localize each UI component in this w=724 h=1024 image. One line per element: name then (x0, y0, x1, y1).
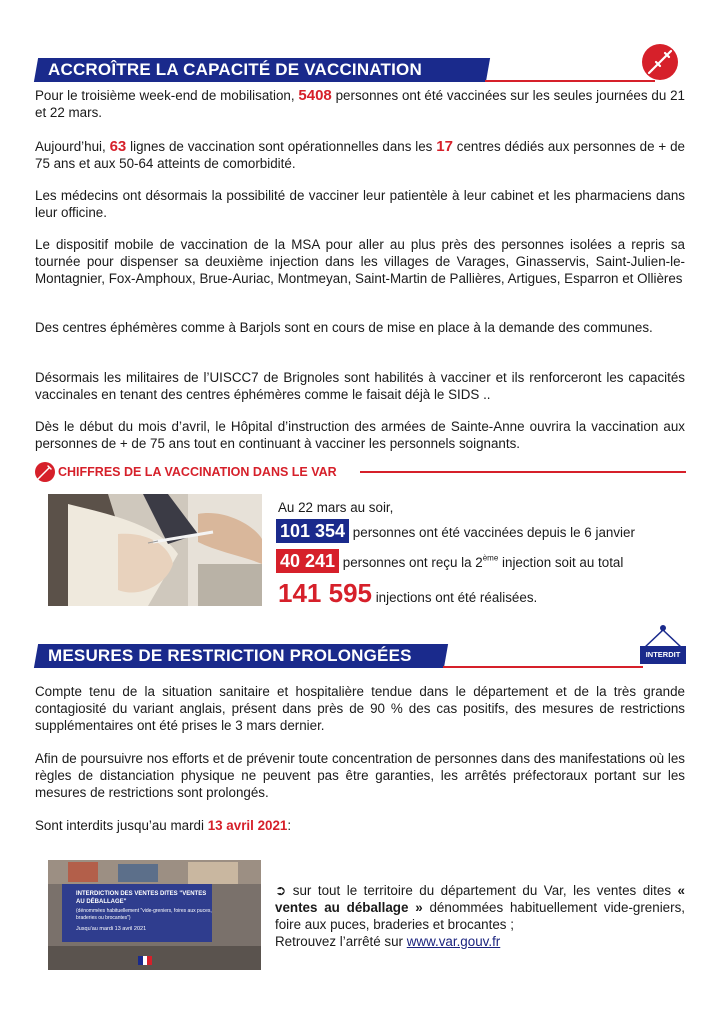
stat-row-vaccinated (276, 519, 635, 543)
syringe-small-icon (34, 461, 56, 483)
interdit-sign-icon (638, 624, 688, 668)
arrow-icon: ➲ (275, 883, 287, 898)
stat-row-total (278, 578, 537, 609)
section-title: ACCROÎTRE LA CAPACITÉ DE VACCINATION (48, 60, 422, 79)
paragraph-lignes: Aujourd’hui, 63 lignes de vaccination sont opérationnelles dans les 17 centres dédiés aux personnes de + de 75 ans et aux 50-64 atteints de comorbidité. (35, 138, 685, 171)
section-banner-vaccination (34, 58, 490, 82)
stat-vaccinated-label: personnes ont été vaccinées depuis le 6 janvier (349, 525, 635, 540)
count-weekend: 5408 (298, 87, 332, 104)
paragraph-mobilisation: Pour le troisième week-end de mobilisation, 5408 personnes ont été vaccinées sur les seules journées du 21 et 22 mars. (35, 87, 685, 120)
interdit-sign-label: INTERDIT (645, 650, 681, 659)
poster-image (48, 860, 261, 970)
interdit-date: 13 avril 2021 (207, 818, 288, 833)
paragraph-contexte: Compte tenu de la situation sanitaire et hospitalière tendue dans le département et de la très grande contagiosité du variant anglais, présent dans près de 90 % des cas positifs, des mesures de restrictions supplémentaires ont été prises le 3 mars dernier. (35, 684, 685, 733)
section-banner-restrictions (34, 644, 448, 668)
chiffres-title: CHIFFRES DE LA VACCINATION DANS LE VAR (58, 465, 337, 479)
stat-total-label: injections ont été réalisées. (371, 590, 538, 605)
count-centres: 17 (436, 138, 453, 155)
syringe-badge-icon (640, 42, 680, 82)
section-rule (443, 666, 643, 668)
poster-date: Jusqu'au mardi 13 avril 2021 (76, 926, 147, 932)
poster-subtitle: (dénommées habituellement "vide-greniers, foires aux puces, braderies ou brocantes") (76, 908, 212, 921)
paragraph-militaires: Désormais les militaires de l’UISCC7 de Brignoles sont habilités à vacciner et ils renforceront les capacités vaccinales en tenant des centres éphémères comme le faisait déjà le SIDS .. (35, 370, 685, 402)
stat-vaccinated-number: 101 354 (276, 519, 349, 543)
section-rule (485, 80, 655, 82)
paragraph-msa: Le dispositif mobile de vaccination de la MSA pour aller au plus près des personnes isolées a repris sa tournée pour dispenser sa deuxième injection dans les villages de Varages, Ginasservis, Saint-Julien-le-Montagnier, Fox-Amphoux, Brue-Auriac, Montmeyan, Saint-Martin de Pallières, Artigues, Esparron et Ollières (35, 237, 685, 286)
poster-title: INTERDICTION DES VENTES DITES "VENTES AU DÉBALLAGE" (76, 891, 207, 905)
paragraph-hopital: Dès le début du mois d’avril, le Hôpital d’instruction des armées de Sainte-Anne ouvrira la vaccination aux personnes de + de 75 ans tout en continuant à vacciner les personnels soignants. (35, 419, 685, 451)
stat-second-dose-number: 40 241 (276, 549, 339, 573)
paragraph-interdits: Sont interdits jusqu’au mardi 13 avril 2021: (35, 818, 292, 833)
stat-row-second-dose: 40 241 personnes ont reçu la 2ème injection soit au total (276, 549, 623, 573)
chiffres-intro: Au 22 mars au soir, (278, 500, 394, 515)
vaccination-photo (48, 494, 262, 606)
paragraph-ephemeres: Des centres éphémères comme à Barjols sont en cours de mise en place à la demande des communes. (35, 320, 653, 335)
bullet-deballage: ➲ sur tout le territoire du département du Var, les ventes dites « ventes au déballage » dénommées habituellement vide-greniers, foire aux puces, braderies et brocantes ; Retrouvez l’arrêté sur www.var.gouv.fr (275, 883, 685, 949)
section-title: MESURES DE RESTRICTION PROLONGÉES (48, 646, 412, 665)
stat-total-number: 141 595 (278, 578, 372, 608)
paragraph-arretes: Afin de poursuivre nos efforts et de prévenir toute concentration de personnes dans des manifestations où les règles de distanciation physique ne peuvent pas être garanties, les arrêtés préfectoraux portant sur les mesures de restrictions sont prolongés. (35, 751, 685, 800)
count-lignes: 63 (109, 138, 127, 155)
var-gouv-link[interactable]: www.var.gouv.fr (406, 934, 501, 949)
chiffres-rule (360, 471, 686, 473)
paragraph-medecins: Les médecins ont désormais la possibilité de vacciner leur patientèle à leur cabinet et les pharmaciens dans leur officine. (35, 188, 685, 220)
